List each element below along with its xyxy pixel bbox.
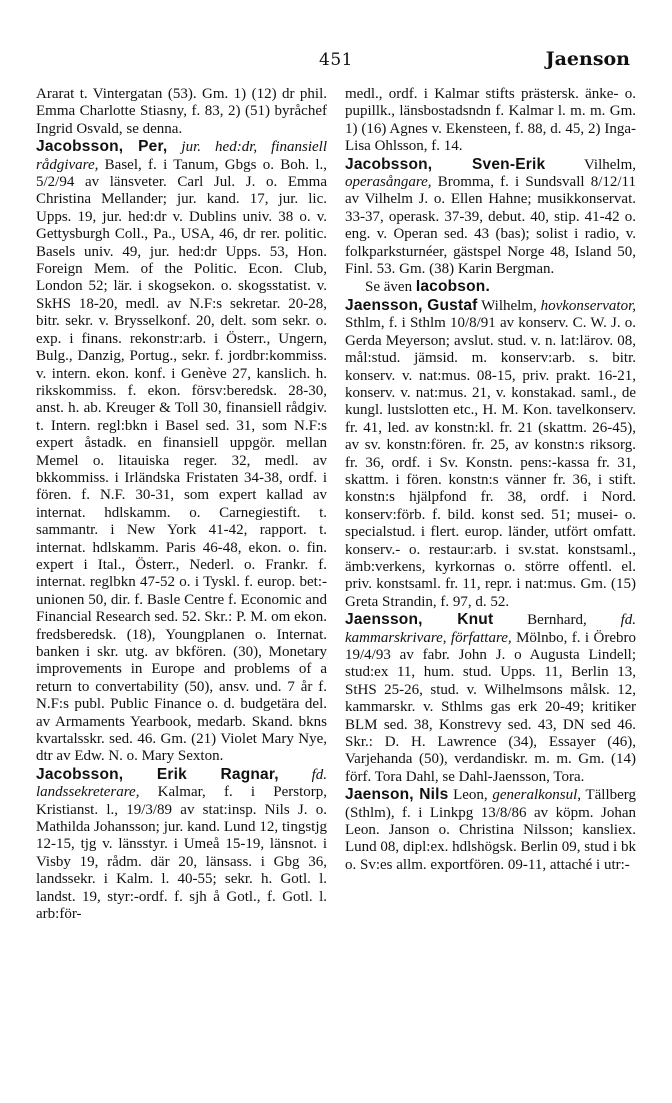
entry-occupation: operasångare, (345, 174, 432, 191)
cross-reference-target: Iacobson. (415, 278, 490, 296)
entry-text: Bromma, f. i Sundsvall 8/12/11 av Vilhelm J. o. Ellen Hahne; musikkonservat. 33-37, operask. 37-39, debut. 40, stip. 41-42 o. eng. v. Operan sed. 43 (bas); solist i radio, v. folkparksturnéer, gästspel Norge 48, Island 50, Finl. 53. Gm. (38) Karin Bergman. (345, 174, 636, 278)
entry-text: Ararat t. Vintergatan (53). Gm. 1) (12) dr phil. Emma Charlotte Stiasny, f. 83, 2) (51) byråchef Ingrid Osvald, se denna. (36, 86, 327, 137)
left-column (36, 86, 327, 924)
entry-occupation: fd. kammarskrivare, författare, (345, 612, 637, 646)
entry-occupation: hovkonservator, (540, 297, 636, 314)
entry-text: Kalmar, f. i Perstorp, Kristianst. l., 19/3/89 av stat:insp. Nils J. o. Mathilda Johansson; jur. kand. Lund 12, tingstjg 12-15, tjg v. länsstyr. i Umeå 15-19, länsnot. i Visby 19, rådm. där 20, länsass. i Gbg 36, landssekr. i Kalm. l. 40-55; sekr. h. Gotl. l. landst. 19, styr:-ordf. f. sjh å Gotl., f. Gotl. l. arb:för- (36, 784, 327, 923)
entry-occupation: jur. hed:dr, finansiell rådgivare, (36, 139, 328, 173)
entry-headword: Jaensson, Knut (345, 611, 494, 629)
right-column (345, 86, 636, 874)
entry-jacobsson-per (36, 138, 327, 766)
entry-jaensson-knut (345, 611, 636, 786)
entry-headword: Jacobsson, Erik Ragnar, (36, 765, 279, 783)
running-head: Jaenson (545, 48, 630, 70)
entry-continuation (36, 86, 327, 138)
entry-headword: Jaensson, Gustaf (345, 296, 478, 314)
page-number: 451 (319, 50, 353, 70)
entry-text: Sthlm, f. i Sthlm 10/8/91 av konserv. C. W. J. o. Gerda Meyerson; avslut. stud. v. n. lat:lärov. 08, mål:stud. jämsid. m. konserv:arb. s. bitr. konserv. v. nat:mus. 08-15, priv. prakt. 16-21, konserv. v. nat:mus. 21, v. konstakad. saml., de kungl. lustslotten etc., H. M. Kon. tavelkonserv. fr. 41, led. av konstn:kl. fr. 21 (skattm. 26-45), av sv. konstn:fören. fr. 25, av konstn:s riksorg. fr. 36, ordf. i Sv. Konstn. pens:-kassa fr. 31, skattm. i fören. konstn:s vänner fr. 36, i stift. konstn:s hjälpfond fr. 38, ordf. i Nord. konserv:förb. f. bild. konst sed. 51; musei- o. specialstud. i flert. europ. länder, utfört omfatt. konserv.- o. restaur:arb. i sv.stat. konstsaml., ämb:verkens, kyrkornas o. större offentl. el. priv. konstsaml. fr. 11, repr. i nat:mus. Gm. (15) Greta Strandin, f. 97, d. 52. (345, 315, 636, 610)
entry-headword: Jacobsson, Sven-Erik (345, 155, 546, 173)
entry-occupation: fd. landssekreterare, (36, 766, 327, 801)
entry-headword: Jaenson, Nils (345, 786, 449, 804)
entry-jaensson-gustaf (345, 297, 636, 611)
entry-headword: Jacobsson, Per, (36, 138, 168, 156)
entry-jaenson-nils (345, 786, 636, 874)
entry-jacobsson-sven-erik (345, 156, 636, 279)
entry-given-names: Wilhelm, (481, 297, 537, 314)
cross-reference (345, 278, 636, 296)
entry-jacobsson-erik (36, 766, 327, 924)
entry-given-names: Leon, (453, 787, 488, 804)
entry-occupation: generalkonsul, (492, 787, 582, 804)
entry-text: Mölnbo, f. i Örebro 19/4/93 av fabr. John J. o Augusta Lindell; stud:ex 11, hum. stud. Upps. 11, Berlin 13, StHS 25-26, stud. v. Wilhelmsons målsk. 12, kammarskr. v. Sthlms gas erk 20-49; kritiker BLM sed. 38, Konstrevy sed. 43, DN sed 46. Skr.: D. H. Lawrence (34), Essayer (46), Varjehanda (50), verdandiskr. m. m. Gm. (14) förf. Tora Dahl, se Dahl-Jaensson, Tora. (345, 629, 637, 785)
entry-text: Basel, f. i Tanum, Gbgs o. Boh. l., 5/2/94 av länsveter. Carl Jul. J. o. Emma Christina Mellander; jur. kand. 17, jur. lic. Upps. 19, jur. hed:dr v. Dublins univ. 38 o. v. Gettysburgh Coll., Pa., USA, 46, dr rer. politic. Basels univ. 49, jur. hed:dr Upps. 53, Hon. Foreign Mem. of the Politic. Econ. Club, London 52; lär. i skogsekon. o. skogsstatist. v. SkHS 18-20, medl. av N.F:s sekretar. 20-28, bitr. sekr. v. Brysselkonf. 20, delt. som sekr. o. exp. i finans. rekonstr:arb. i Österr., Ungern, Bulg., Danzig, Portug., sekr. f. jordbr:kommiss. v. intern. ekon. konf. i Genève 27, kanslich. h. rikskommiss. f. ekon. försv:beredsk. 28-30, anst. h. ab. Kreuger & Toll 30, finansiell rådgiv. t. Intern. regl:bkn i Basel sed. 31, som N.F:s expert åstadk. en finansiell uppgör. mellan Memel o. litauiska reger. 32, medl. av bkkommiss. i Irländska Fristaten 34-38, ordf. i fören. f. N.F. 30-31, som expert kallad av internat. hdlskamm. o. Carnegiestift. t. sammantr. i New York 41-42, rapport. t. internat. hdlskamm. Paris 46-48, ekon. o. fin. expert i Ital., Österr., Nederl. o. Frankr. f. internat. reglbkn 47-52 o. i Tyskl. f. europ. bet:-unionen 50, dir. f. Basle Centre f. Economic and Financial Research sed. 52. Skr.: P. M. om ekon. fredsberedsk. (18), Youngplanen o. Internat. banken i skr. utg. av bkfören. (30), Monetary improvements in Europe and problems of a return to convertability (50), ansv. und. 7 år f. N.F:s publ. Public Finance o. d. budgetära del. av Armaments Yearbook, medarb. Skand. bkns kvartalsskr. sed. 46. Gm. (21) Violet Mary Nye, dtr av Edw. N. o. Mary Sexton. (36, 156, 328, 765)
entry-given-names: Vilhelm, (583, 156, 636, 173)
entry-text: Tällberg (Sthlm), f. i Linkpg 13/8/86 av köpm. Johan Leon. Janson o. Christina Nilsson; kansliex. Lund 08, dipl:ex. hdlshögsk. Berlin 09, stud i bk o. Sv:es allm. exportfören. 09-11, attaché i utr:- (345, 787, 636, 873)
entry-continuation (345, 86, 636, 156)
entry-text: medl., ordf. i Kalmar stifts prästersk. änke- o. pupillk., länsbostadsndn f. Kalmar l. m. m. Gm. 1) (16) Agnes v. Ekensteen, f. 88, d. 45, 2) Inga-Lisa Ohlsson, f. 14. (345, 86, 636, 155)
entry-given-names: Bernhard, (527, 612, 587, 629)
cross-reference-prefix: Se även (365, 279, 413, 296)
